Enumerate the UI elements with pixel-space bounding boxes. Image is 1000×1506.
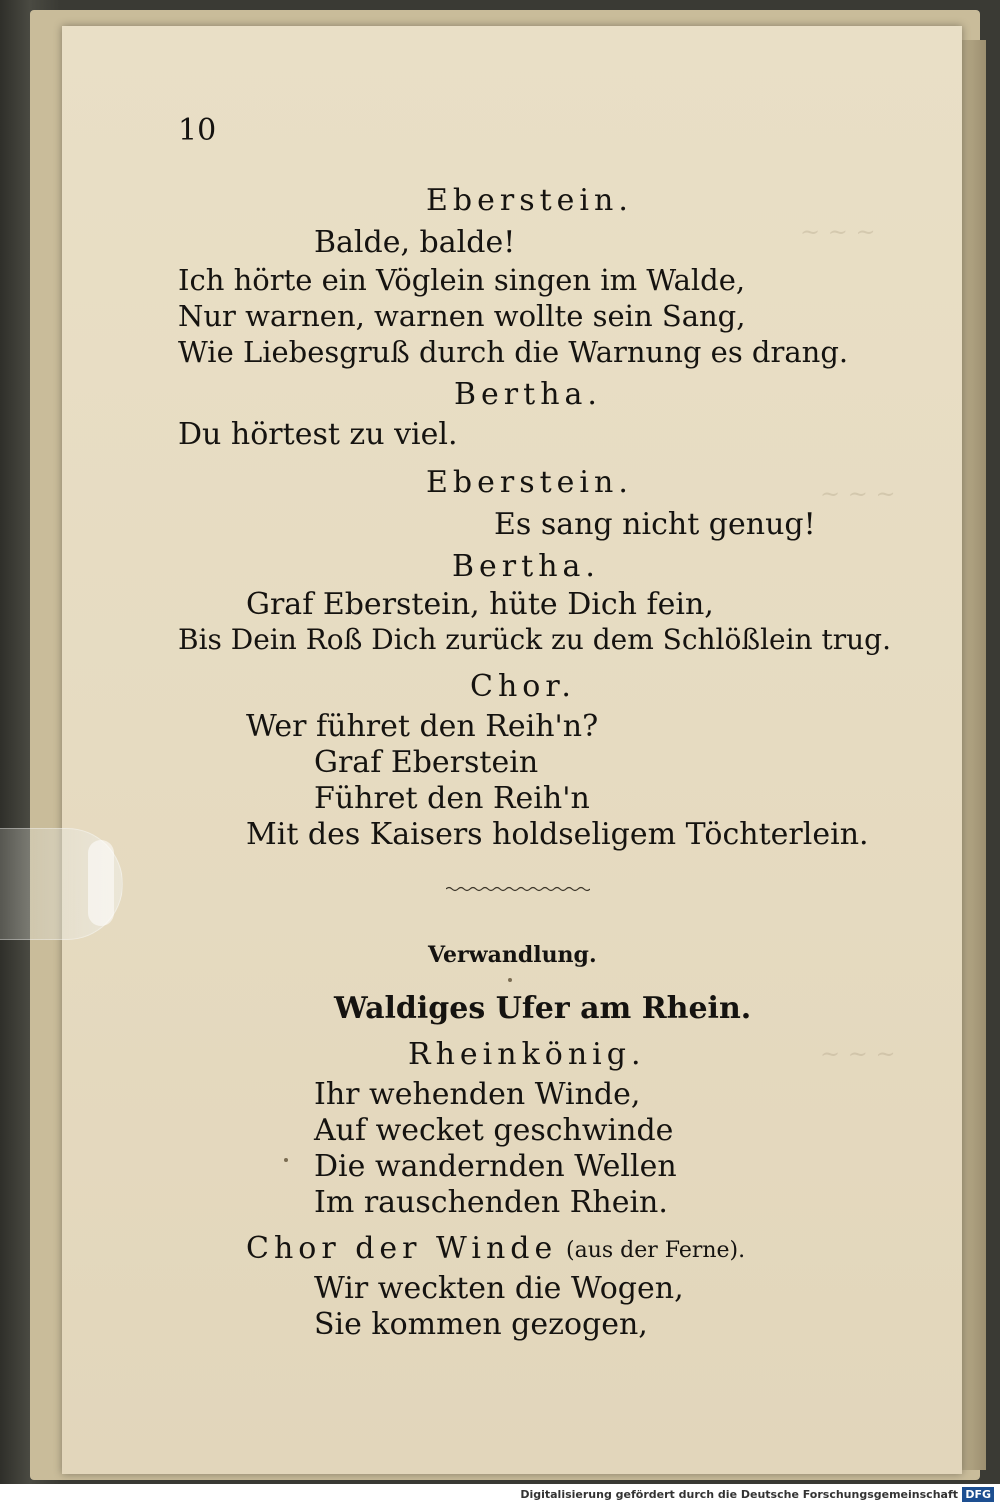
page-clip-highlight [88,840,114,926]
speaker-bertha: Bertha. [454,377,602,412]
ink-dot [284,1158,288,1162]
verse-line: Graf Eberstein [314,745,539,780]
verse-line: Balde, balde! [314,225,516,260]
show-through: ~ ~ ~ [800,218,876,246]
speaker-chor: Chor. [470,669,576,704]
verse-line: Mit des Kaisers holdseligem Töchterlein. [246,817,869,852]
verse-line: Wie Liebesgruß durch die Warnung es drang. [178,335,849,369]
speaker-eberstein: Eberstein. [426,465,633,500]
verse-line: Bis Dein Roß Dich zurück zu dem Schlößlein trug. [178,623,891,656]
show-through: ~ ~ ~ [820,480,896,508]
verse-line: Ich hörte ein Vöglein singen im Walde, [178,263,746,297]
verse-line: Du hörtest zu viel. [178,417,458,452]
stage-direction: (aus der Ferne). [566,1238,746,1263]
show-through: ~ ~ ~ [820,1040,896,1068]
verse-line: Ihr wehenden Winde, [314,1077,641,1112]
wavy-divider [446,886,590,892]
verse-line: Auf wecket geschwinde [314,1113,674,1148]
verse-line: Sie kommen gezogen, [314,1307,648,1342]
scene-change-heading: Verwandlung. [428,942,597,968]
dfg-logo: DFG [962,1487,994,1502]
verse-line: Nur warnen, warnen wollte sein Sang, [178,299,746,333]
ink-dot [508,978,512,982]
verse-line: Es sang nicht genug! [494,507,816,542]
verse-line: Die wandernden Wellen [314,1149,677,1184]
scene-heading: Waldiges Ufer am Rhein. [334,991,752,1026]
verse-line: Führet den Reih'n [314,781,590,816]
speaker-eberstein: Eberstein. [426,183,633,218]
verse-line: Wir weckten die Wogen, [314,1271,684,1306]
book-edge [962,40,986,1470]
verse-line: Im rauschenden Rhein. [314,1185,668,1220]
verse-line: Graf Eberstein, hüte Dich fein, [246,587,714,622]
verse-line: Wer führet den Reih'n? [246,709,599,744]
page-number: 10 [178,113,217,148]
speaker-chor-der-winde: Chor der Winde [246,1231,558,1266]
speaker-bertha: Bertha. [452,549,600,584]
footer-credit: Digitalisierung gefördert durch die Deutsche Forschungsgemeinschaft [520,1488,958,1501]
speaker-rheinkoenig: Rheinkönig. [408,1037,646,1072]
